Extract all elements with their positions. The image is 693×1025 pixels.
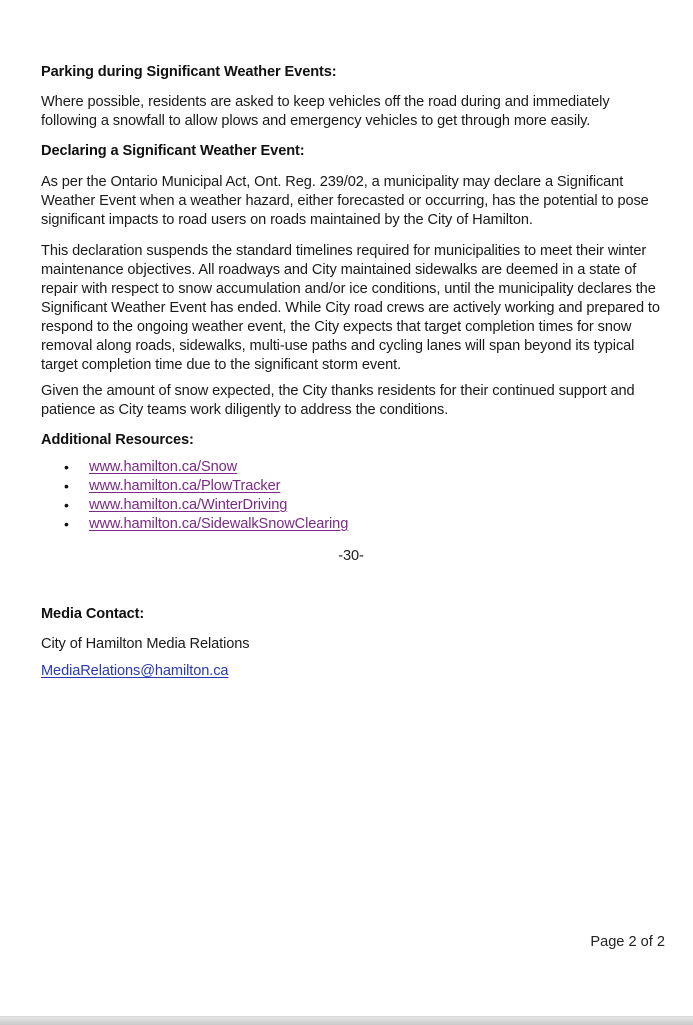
bullet-icon: • [64, 478, 69, 494]
heading-additional-resources: Additional Resources: [41, 432, 194, 448]
list-item [41, 477, 661, 496]
resources-list [41, 458, 661, 534]
media-contact-organization: City of Hamilton Media Relations [41, 636, 250, 652]
paragraph-parking: Where possible, residents are asked to keep vehicles off the road during and immediately following a snowfall to allow plows and emergency vehicles to get through more easily. [41, 94, 610, 129]
bullet-icon: • [64, 516, 69, 532]
media-contact-email-link[interactable]: MediaRelations@hamilton.ca [41, 663, 229, 679]
link-winter-driving[interactable]: www.hamilton.ca/WinterDriving [89, 497, 288, 513]
paragraph-thanks: Given the amount of snow expected, the City thanks residents for their continued support and patience as City teams work diligently to address the conditions. [41, 383, 635, 418]
end-marker: -30- [338, 548, 364, 564]
page-number: Page 2 of 2 [590, 934, 665, 950]
link-snow[interactable]: www.hamilton.ca/Snow [89, 459, 238, 475]
list-item [41, 515, 661, 534]
document-content [41, 63, 661, 689]
bullet-icon: • [64, 497, 69, 513]
bullet-icon: • [64, 459, 69, 475]
heading-parking: Parking during Significant Weather Events: [41, 64, 337, 80]
link-plow-tracker[interactable]: www.hamilton.ca/PlowTracker [89, 478, 281, 494]
heading-media-contact: Media Contact: [41, 606, 145, 622]
paragraph-municipal-act: As per the Ontario Municipal Act, Ont. Reg. 239/02, a municipality may declare a Significant Weather Event when a weather hazard, either forecasted or occurring, has the potential to pose significant impacts to road users on roads maintained by the City of Hamilton. [41, 174, 649, 228]
heading-declaring: Declaring a Significant Weather Event: [41, 143, 305, 159]
list-item [41, 496, 661, 515]
link-sidewalk-snow-clearing[interactable]: www.hamilton.ca/SidewalkSnowClearing [89, 516, 349, 532]
paragraph-declaration: This declaration suspends the standard timelines required for municipalities to meet their winter maintenance objectives. All roadways and City maintained sidewalks are deemed in a state of repair with respect to snow accumulation and/or ice conditions, until the municipality declares the Significant Weather Event has ended. While City road crews are actively working and prepared to respond to the ongoing weather event, the City expects that target completion times for snow removal along roads, sidewalks, multi-use paths and cycling lanes will span beyond its typical target completion time due to the significant storm event. [41, 243, 660, 373]
media-contact-block [41, 605, 661, 681]
list-item [41, 458, 661, 477]
